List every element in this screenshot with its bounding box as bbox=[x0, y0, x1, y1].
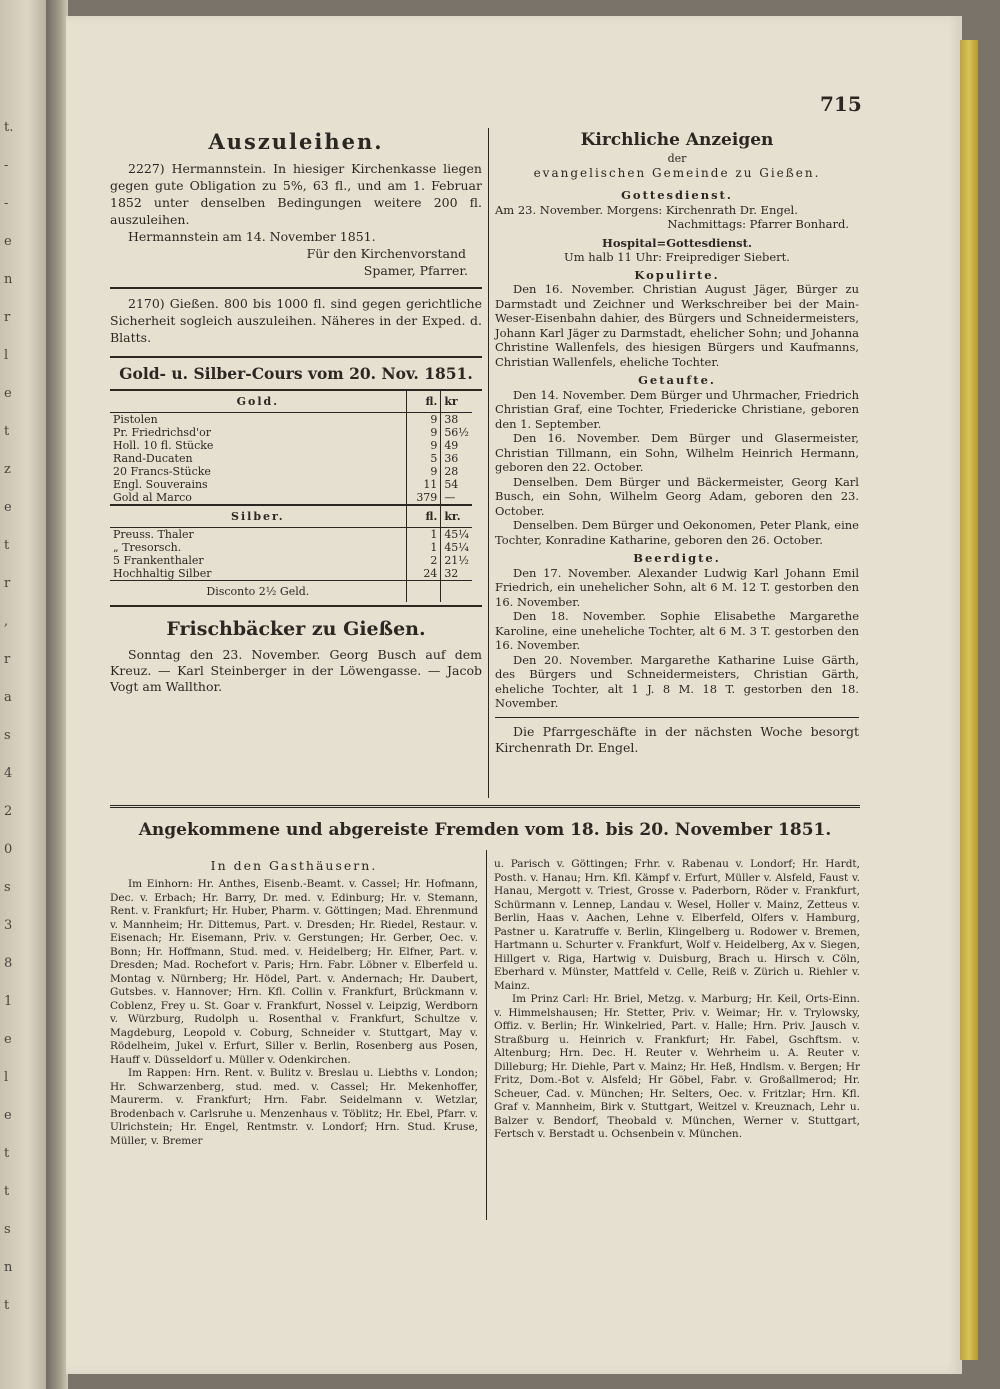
left-page-fragment: l bbox=[4, 348, 9, 363]
cours-kr: 49 bbox=[444, 439, 459, 452]
hospital-text: Um halb 11 Uhr: Freiprediger Siebert. bbox=[564, 250, 790, 264]
cours-fl: 9 bbox=[406, 426, 441, 439]
cours-row bbox=[110, 528, 472, 542]
ad-signature-1: Für den Kirchenvorstand bbox=[306, 246, 466, 261]
beerdigte-header: Beerdigte. bbox=[633, 551, 721, 565]
frischbaecker-title: Frischbäcker zu Gießen. bbox=[166, 618, 426, 640]
col-kr: kr bbox=[441, 391, 472, 413]
einhorn-text: Im Einhorn: Hr. Anthes, Eisenb.-Beamt. v. Cassel; Hr. Hofmann, Dec. v. Erbach; Hr. Barry, Dr. med. v. Edinburg; Hr. v. Stemann, Rent. v. Frankfurt; Hr. Huber, Pharm. v. Göttingen; Mad. Ehrenmund v. Mannheim; Hr. Dittemus, Part. v. Dresden; Hr. Riedel, Restaur. v. Eisenach; Hr. Eisemann, Priv. v. Gerstungen; Hr. Gerber, Oec. v. Bonn; Hr. Hoffmann, Stud. med. v. Heidelberg; Hr. Elfner, Part. v. Dresden; Mad. Rochefort v. Paris; Hrn. Fabr. Löbner v. Elberfeld u. Montag v. Nürnberg; Hr. Hödel, Part. v. Andernach; Hr. Daubert, Gutsbes. v. Hannover; Hrn. Kfl. Collin v. Frankfurt, Brückmann v. Coblenz, Frey u. St. Goar v. Frankfurt, Nossel v. Leipzig, Werdborn v. Würzburg, Rudolph u. Rosenthal v. Frankfurt, Schultze v. Magdeburg, Leopold v. Coburg, Schneider v. Stuttgart, May v. Rödelheim, Jukel v. Erfurt, Siller v. Berlin, Rosenberg aus Posen, Hauff v. Düsseldorf u. Müller v. Odenkirchen. bbox=[110, 878, 478, 1066]
getaufte-3: Denselben. Dem Bürger und Bäckermeister, Georg Karl Busch, ein Sohn, Wilhelm Georg Adam, geboren den 23. October. bbox=[495, 474, 859, 518]
left-page-fragment: t bbox=[4, 538, 10, 553]
column-divider bbox=[488, 128, 489, 798]
left-page-fragment: e bbox=[4, 234, 12, 249]
cours-name: Rand-Ducaten bbox=[113, 452, 193, 465]
cours-kr: 54 bbox=[444, 478, 459, 491]
cours-kr: 28 bbox=[444, 465, 459, 478]
cours-name: Pistolen bbox=[113, 413, 158, 426]
prinz-carl-text: Im Prinz Carl: Hr. Briel, Metzg. v. Marburg; Hr. Keil, Orts-Einn. v. Himmelshausen; Hr. Stetter, Priv. v. Weimar; Hr. v. Trylowsky, Offiz. v. Berlin; Hr. Winkelried, Part. v. Halle; Hrn. Priv. Jausch v. Straßburg u. Heinrich v. Frankfurt; Hr. Fabel, Gschftsm. v. Altenburg; Hrn. Dec. H. Reuter v. Wehrheim u. A. Reuter v. Dilleburg; Hr. Diehle, Part v. Mainz; Hr. Heß, Hndlsm. v. Bergen; Hr Fritz, Dom.-Bot v. Alsfeld; Hr Göbel, Fabr. v. Großallmerod; Hr. Scheuer, Cad. v. München; Hr. Selters, Oec. v. Fritzlar; Hrn. Kfl. Graf v. Mannheim, Birk v. Stuttgart, Weitzel v. Kreuznach, Lehr u. Balzer v. Bendorf, Theobald v. München, Werner v. Stuttgart, Fertsch v. Berstadt u. Ochsenbein v. München. bbox=[494, 993, 860, 1140]
fremden-section bbox=[110, 818, 860, 842]
fremden-subtitle: In den Gasthäusern. bbox=[210, 858, 378, 873]
left-page-fragment: e bbox=[4, 1108, 12, 1123]
cours-name: 20 Francs-Stücke bbox=[113, 465, 211, 478]
kirchliche-der: der bbox=[667, 152, 687, 165]
beerdigte-3: Den 20. November. Margarethe Katharine Luise Gärth, des Bürgers und Schneidermeisters, Christian Gärth, eheliche Tochter, alt 1 J. 8 M. 18 T. gestorben den 18. November. bbox=[495, 652, 859, 710]
cours-row bbox=[110, 478, 472, 491]
section-divider bbox=[110, 805, 860, 808]
cours-name: Preuss. Thaler bbox=[113, 528, 194, 541]
rappen-text: Im Rappen: Hrn. Rent. v. Bulitz v. Breslau u. Liebths v. London; Hr. Schwarzenberg, stud. med. v. Cassel; Hr. Mekenhoffer, Maurerm. v. Frankfurt; Hrn. Fabr. Seidelmann v. Wetzlar, Brodenbach v. Carlsruhe u. Menzenhaus v. Töblitz; Hr. Ebel, Pfarr. v. Ulrichstein; Hr. Engel, Rentmstr. v. Londorf; Hrn. Stud. Kruse, Müller, v. Bremer bbox=[110, 1067, 478, 1147]
getaufte-4: Denselben. Dem Bürger und Oekonomen, Peter Plank, eine Tochter, Konradine Katharine, geboren den 26. October. bbox=[495, 518, 859, 547]
gold-header: Gold. bbox=[110, 391, 406, 413]
left-page-fragment: 1 bbox=[4, 994, 13, 1009]
cours-name: Pr. Friedrichsd'or bbox=[113, 426, 212, 439]
gottesdienst-2: Nachmittags: Pfarrer Bonhard. bbox=[667, 217, 849, 231]
cours-fl: 24 bbox=[406, 567, 441, 581]
left-page-fragment: 0 bbox=[4, 842, 13, 857]
pfarrgeschaefte: Die Pfarrgeschäfte in der nächsten Woche besorgt Kirchenrath Dr. Engel. bbox=[495, 723, 859, 755]
fremden-left-column bbox=[110, 858, 478, 1148]
cours-name: Hochhaltig Silber bbox=[113, 567, 212, 580]
cours-fl: 1 bbox=[406, 541, 441, 554]
cours-row bbox=[110, 567, 472, 581]
ad-giessen: 2170) Gießen. 800 bis 1000 fl. sind gegen gerichtliche Sicherheit sogleich auszuleihen. Näheres in der Exped. d. Blatts. bbox=[110, 296, 482, 345]
page-number: 715 bbox=[820, 92, 862, 116]
left-page-fragment: r bbox=[4, 310, 11, 325]
cours-fl: 5 bbox=[406, 452, 441, 465]
cours-fl: 2 bbox=[406, 554, 441, 567]
page-edge bbox=[960, 40, 978, 1360]
cours-fl: 9 bbox=[406, 413, 441, 427]
left-page-fragment: r bbox=[4, 576, 11, 591]
fremden-right-text: u. Parisch v. Göttingen; Frhr. v. Rabenau v. Londorf; Hr. Hardt, Posth. v. Hanau; Hrn. Kfl. Kämpf v. Erfurt, Müller v. Alsfeld, Faust v. Hanau, Mergott v. Triest, Grosse v. Paderborn, Röder v. Frankfurt, Schürmann v. Lennep, Landau v. Wesel, Holler v. Mainz, Zetteus v. Berlin, Haas v. Aachen, Lehne v. Elberfeld, Olfers v. Hamburg, Pastner u. Karatruffe v. Berlin, Klingelberg u. Rodower v. Bremen, Hartmann u. Schurter v. Frankfurt, Wolf v. Heidelberg, Ax v. Siegen, Hillgert v. Riga, Hartwig v. Duisburg, Brach u. Hirsch v. Cöln, Eberhard v. Münster, Mattfeld v. Celle, Reiß v. Zürich u. Riehler v. Mainz. bbox=[494, 858, 860, 992]
left-page-fragment: 8 bbox=[4, 956, 13, 971]
left-page-fragment: t bbox=[4, 1146, 10, 1161]
left-page-fragment: s bbox=[4, 1222, 11, 1237]
left-page-fragment: n bbox=[4, 272, 13, 287]
left-page-fragment: z bbox=[4, 462, 11, 477]
getaufte-header: Getaufte. bbox=[638, 373, 716, 387]
getaufte-1: Den 14. November. Dem Bürger und Uhrmacher, Friedrich Christian Graf, eine Tochter, Friedericke Christiane, geboren den 1. September. bbox=[495, 387, 859, 431]
cours-kr: 45¼ bbox=[444, 541, 469, 554]
left-page-fragment: r bbox=[4, 652, 11, 667]
ad-hermannstein: 2227) Hermannstein. In hiesiger Kirchenkasse liegen gegen gute Obligation zu 5%, 63 fl., und am 1. Februar 1852 unter denselben Bedingungen weitere 200 fl. auszuleihen. bbox=[110, 161, 482, 227]
disconto: Disconto 2½ Geld. bbox=[110, 581, 406, 603]
cours-row bbox=[110, 554, 472, 567]
cours-fl: 9 bbox=[406, 439, 441, 452]
left-page-fragment: t bbox=[4, 1298, 10, 1313]
ad-hermannstein-date: Hermannstein am 14. November 1851. bbox=[128, 229, 376, 244]
gold-rows bbox=[110, 413, 472, 506]
auszuleihen-title: Auszuleihen. bbox=[208, 129, 384, 154]
cours-name: Holl. 10 fl. Stücke bbox=[113, 439, 214, 452]
left-page-fragment: t bbox=[4, 424, 10, 439]
col-kr: kr. bbox=[441, 505, 472, 528]
getaufte-2: Den 16. November. Dem Bürger und Glasermeister, Christian Tillmann, ein Sohn, Wilhelm Heinrich Hermann, geboren den 22. October. bbox=[495, 431, 859, 474]
gottesdienst-1: Am 23. November. Morgens: Kirchenrath Dr. Engel. bbox=[495, 202, 798, 217]
cours-name: 5 Frankenthaler bbox=[113, 554, 204, 567]
fremden-right-column bbox=[494, 858, 860, 1142]
cours-kr: 36 bbox=[444, 452, 459, 465]
divider bbox=[110, 605, 482, 607]
ad-signature-2: Spamer, Pfarrer. bbox=[363, 263, 468, 278]
cours-kr: 21½ bbox=[444, 554, 469, 567]
left-page-fragment: s bbox=[4, 728, 11, 743]
left-page-fragment: t bbox=[4, 1184, 10, 1199]
left-page-fragment: 2 bbox=[4, 804, 13, 819]
left-page-fragment: s bbox=[4, 880, 11, 895]
cours-kr: 38 bbox=[444, 413, 459, 426]
left-page-fragment: - bbox=[4, 196, 9, 211]
beerdigte-1: Den 17. November. Alexander Ludwig Karl Johann Emil Friedrich, ein unehelicher Sohn, alt 6 M. 12 T. gestorben den 16. November. bbox=[495, 565, 859, 609]
left-page-fragment: , bbox=[4, 614, 9, 629]
kopulirte-text: Den 16. November. Christian August Jäger, Bürger zu Darmstadt und Zeichner und Werkschreiber bei der Main-Weser-Eisenbahn dahier, des Bürgers und Schneidermeisters, Johann Karl Jäger zu Darmstadt, ehelicher Sohn; und Johanna Christine Wallenfels, des hiesigen Bürgers und Kaufmanns, Christian Wallenfels, eheliche Tochter. bbox=[495, 282, 859, 369]
col-fl: fl. bbox=[406, 505, 441, 528]
silber-rows bbox=[110, 528, 472, 581]
silber-header: Silber. bbox=[110, 505, 406, 528]
kirchliche-title: Kirchliche Anzeigen bbox=[580, 130, 774, 150]
left-page-fragment: l bbox=[4, 1070, 9, 1085]
col-fl: fl. bbox=[406, 391, 441, 413]
left-page-fragment: 3 bbox=[4, 918, 13, 933]
fremden-title: Angekommene und abgereiste Fremden vom 18. bis 20. November 1851. bbox=[138, 820, 832, 840]
kopulirte-header: Kopulirte. bbox=[634, 267, 720, 282]
left-page-fragment: a bbox=[4, 690, 12, 705]
right-column bbox=[495, 128, 859, 756]
cours-kr: 45¼ bbox=[444, 528, 469, 541]
cours-row bbox=[110, 413, 472, 427]
hospital-header: Hospital=Gottesdienst. bbox=[602, 235, 752, 250]
divider bbox=[110, 287, 482, 289]
cours-fl: 9 bbox=[406, 465, 441, 478]
cours-name: Engl. Souverains bbox=[113, 478, 208, 491]
cours-table bbox=[110, 391, 472, 602]
left-page-fragment: e bbox=[4, 1032, 12, 1047]
cours-fl: 379 bbox=[406, 491, 441, 505]
cours-kr: — bbox=[444, 491, 456, 504]
cours-row bbox=[110, 541, 472, 554]
left-page-fragment: e bbox=[4, 386, 12, 401]
beerdigte-2: Den 18. November. Sophie Elisabethe Margarethe Karoline, eine uneheliche Tochter, alt 6 M. 3 T. gestorben den 16. November. bbox=[495, 609, 859, 652]
cours-kr: 56½ bbox=[444, 426, 469, 439]
cours-name: „ Tresorsch. bbox=[113, 541, 182, 554]
left-page-edge bbox=[0, 0, 46, 1389]
left-page-fragment: - bbox=[4, 158, 9, 173]
cours-fl: 11 bbox=[406, 478, 441, 491]
divider bbox=[110, 356, 482, 358]
frischbaecker-text: Sonntag den 23. November. Georg Busch auf dem Kreuz. — Karl Steinberger in der Löwengasse. — Jacob Vogt am Wallthor. bbox=[110, 647, 482, 694]
cours-row bbox=[110, 465, 472, 478]
cours-row bbox=[110, 452, 472, 465]
cours-name: Gold al Marco bbox=[113, 491, 192, 504]
book-gutter bbox=[46, 0, 68, 1389]
kirchliche-subtitle: evangelischen Gemeinde zu Gießen. bbox=[533, 166, 821, 180]
cours-row bbox=[110, 491, 472, 505]
cours-fl: 1 bbox=[406, 528, 441, 542]
divider bbox=[495, 717, 859, 718]
left-page-fragment: n bbox=[4, 1260, 13, 1275]
left-column bbox=[110, 128, 482, 695]
left-page-fragment: 4 bbox=[4, 766, 13, 781]
cours-title: Gold- u. Silber-Cours vom 20. Nov. 1851. bbox=[119, 364, 473, 383]
gottesdienst-header: Gottesdienst. bbox=[621, 188, 733, 202]
left-page-fragment: t. bbox=[4, 120, 14, 135]
cours-row bbox=[110, 426, 472, 439]
cours-row bbox=[110, 439, 472, 452]
column-divider bbox=[486, 850, 487, 1220]
cours-kr: 32 bbox=[444, 567, 459, 580]
left-page-fragment: e bbox=[4, 500, 12, 515]
